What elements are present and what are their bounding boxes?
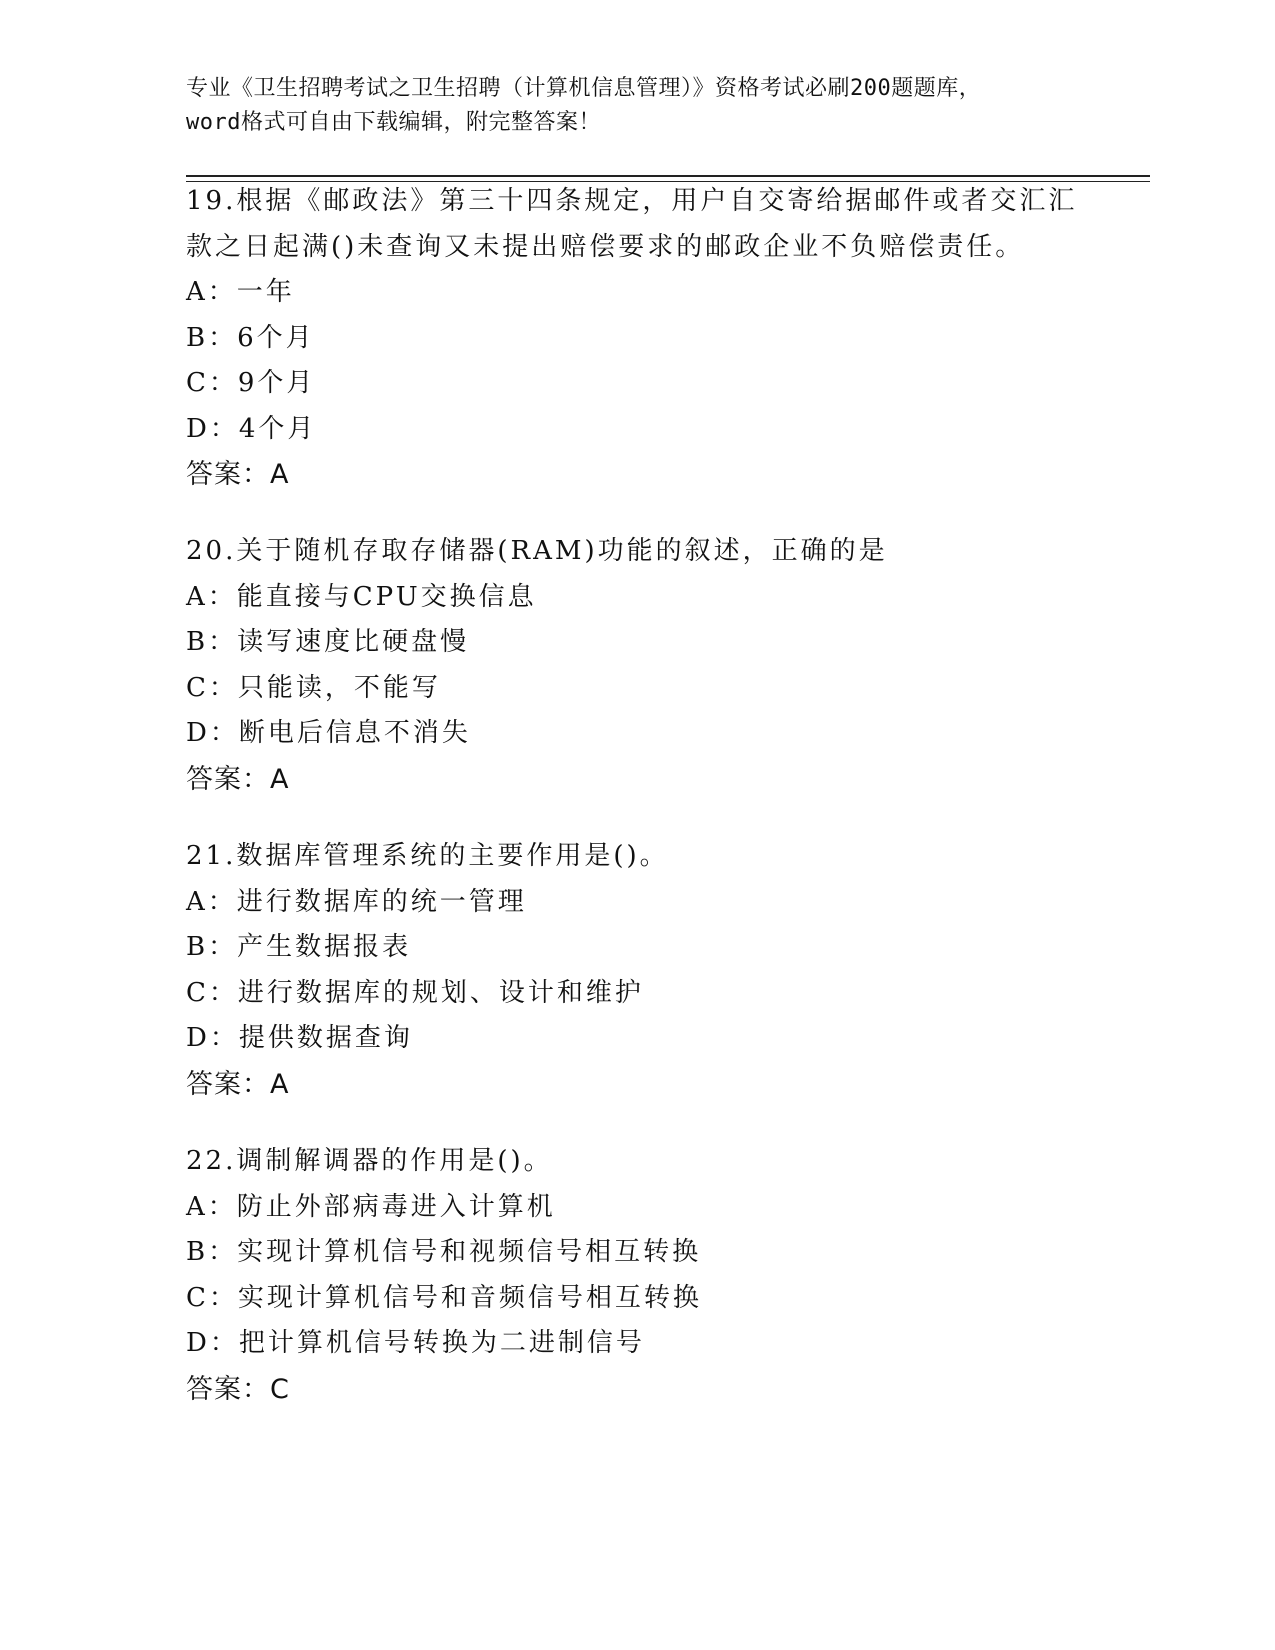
option-c: C：实现计算机信号和音频信号相互转换	[186, 1282, 702, 1313]
header-rule-thick	[186, 175, 1150, 177]
header-line-1: 专业《卫生招聘考试之卫生招聘（计算机信息管理）》资格考试必刷200题题库，	[186, 76, 982, 101]
option-c: C：9个月	[186, 368, 316, 398]
option-a: A：一年	[186, 277, 295, 307]
option-d: D：把计算机信号转换为二进制信号	[186, 1328, 645, 1358]
question-stem: 19.根据《邮政法》第三十四条规定，用户自交寄给据邮件或者交汇汇	[186, 186, 1078, 216]
answer-line: 答案：C	[186, 1373, 290, 1405]
option-d: D：断电后信息不消失	[186, 718, 471, 748]
question-stem: 20.关于随机存取存储器(RAM)功能的叙述，正确的是	[186, 536, 888, 566]
option-b: B：产生数据报表	[186, 932, 412, 962]
option-b: B：实现计算机信号和视频信号相互转换	[186, 1237, 702, 1267]
option-c: C：只能读，不能写	[186, 672, 441, 703]
option-a: A：防止外部病毒进入计算机	[186, 1191, 556, 1222]
answer-line: 答案：A	[186, 763, 290, 795]
option-a: A：能直接与CPU交换信息	[186, 581, 537, 612]
question-21	[186, 834, 1086, 1107]
question-20	[186, 529, 1086, 802]
option-d: D：4个月	[186, 413, 317, 444]
option-c: C：进行数据库的规划、设计和维护	[186, 977, 644, 1008]
option-d: D：提供数据查询	[186, 1023, 413, 1053]
question-stem: 款之日起满()未查询又未提出赔偿要求的邮政企业不负赔偿责任。	[186, 231, 1025, 262]
header-line-2: word格式可自由下载编辑，附完整答案！	[186, 110, 601, 135]
question-19	[186, 179, 1086, 498]
question-stem: 22.调制解调器的作用是()。	[186, 1146, 553, 1176]
document-header	[186, 72, 1086, 140]
question-22	[186, 1139, 1086, 1412]
option-b: B：读写速度比硬盘慢	[186, 627, 470, 657]
answer-line: 答案：A	[186, 459, 290, 490]
answer-line: 答案：A	[186, 1068, 290, 1100]
option-a: A：进行数据库的统一管理	[186, 886, 527, 917]
question-stem: 21.数据库管理系统的主要作用是()。	[186, 841, 669, 871]
option-b: B：6个月	[186, 322, 315, 353]
